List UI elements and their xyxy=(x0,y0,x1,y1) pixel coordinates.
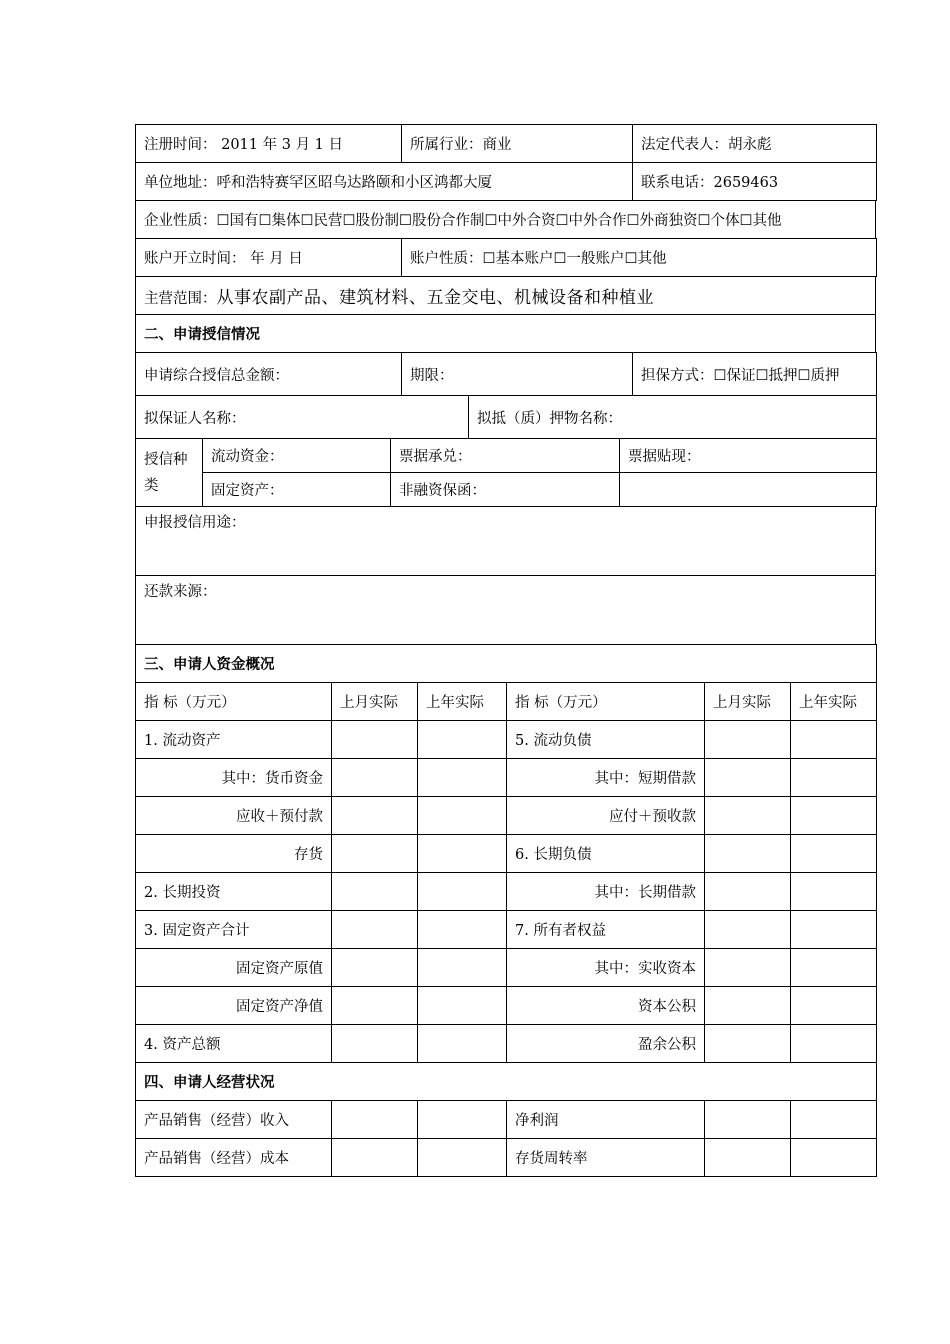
financial-table xyxy=(135,644,877,1177)
value-cell xyxy=(332,911,418,949)
section2-title-table xyxy=(135,314,876,353)
credit-term: 期限： xyxy=(402,353,633,396)
value-cell xyxy=(791,1025,877,1063)
non-financing-guarantee: 非融资保函： xyxy=(391,473,620,507)
table-row xyxy=(136,873,877,911)
row-label-left: 其中：货币资金 xyxy=(136,759,332,797)
value-cell xyxy=(705,835,791,873)
row-label-left: 2. 长期投资 xyxy=(136,873,332,911)
value-cell xyxy=(791,835,877,873)
value-cell xyxy=(332,873,418,911)
row-label-left: 产品销售（经营）成本 xyxy=(136,1139,332,1177)
account-type: 账户性质：☐基本账户☐一般账户☐其他 xyxy=(402,239,877,277)
value-cell xyxy=(705,987,791,1025)
basic-info-table xyxy=(135,124,877,163)
value-cell xyxy=(705,1101,791,1139)
value-cell xyxy=(332,1101,418,1139)
table-row xyxy=(136,1139,877,1177)
row-label-right: 5. 流动负债 xyxy=(507,721,705,759)
header-last-year-right: 上年实际 xyxy=(791,683,877,721)
value-cell xyxy=(791,797,877,835)
value-cell xyxy=(418,1139,507,1177)
row-label-right: 6. 长期负债 xyxy=(507,835,705,873)
row-label-right: 应付＋预收款 xyxy=(507,797,705,835)
scope-table xyxy=(135,276,876,315)
enterprise-nature: 企业性质：☐国有☐集体☐民营☐股份制☐股份合作制☐中外合资☐中外合作☐外商独资☐个体☐其他 xyxy=(136,201,876,239)
value-cell xyxy=(332,987,418,1025)
working-capital: 流动资金： xyxy=(203,439,391,473)
value-cell xyxy=(705,1025,791,1063)
value-cell xyxy=(705,911,791,949)
value-cell xyxy=(791,949,877,987)
row-label-right: 其中：长期借款 xyxy=(507,873,705,911)
legal-representative: 法定代表人：胡永彪 xyxy=(633,125,877,163)
value-cell xyxy=(791,721,877,759)
value-cell xyxy=(791,911,877,949)
contact-phone: 联系电话：2659463 xyxy=(633,163,877,201)
credit-amount-table xyxy=(135,352,877,396)
value-cell xyxy=(332,1025,418,1063)
guarantor-name: 拟保证人名称： xyxy=(136,396,469,439)
row-label-left: 存货 xyxy=(136,835,332,873)
collateral-name: 拟抵（质）押物名称： xyxy=(469,396,877,439)
value-cell xyxy=(332,949,418,987)
company-address: 单位地址：呼和浩特赛罕区昭乌达路颐和小区鸿都大厦 xyxy=(136,163,633,201)
table-row xyxy=(136,797,877,835)
row-label-right: 净利润 xyxy=(507,1101,705,1139)
address-table xyxy=(135,162,877,201)
account-table xyxy=(135,238,877,277)
industry: 所属行业：商业 xyxy=(402,125,633,163)
value-cell xyxy=(791,1139,877,1177)
row-label-right: 其中：实收资本 xyxy=(507,949,705,987)
value-cell xyxy=(791,987,877,1025)
section4-title: 四、申请人经营状况 xyxy=(136,1063,877,1101)
application-form xyxy=(135,124,876,1177)
table-row xyxy=(136,835,877,873)
header-indicator-right: 指 标（万元） xyxy=(507,683,705,721)
value-cell xyxy=(705,873,791,911)
row-label-right: 存货周转率 xyxy=(507,1139,705,1177)
purpose-table xyxy=(135,506,876,645)
section2-title: 二、申请授信情况 xyxy=(136,315,876,353)
value-cell xyxy=(418,987,507,1025)
value-cell xyxy=(418,759,507,797)
registration-time: 注册时间： 2011 年 3 月 1 日 xyxy=(136,125,402,163)
table-row xyxy=(136,1025,877,1063)
value-cell xyxy=(418,797,507,835)
value-cell xyxy=(418,721,507,759)
value-cell xyxy=(791,759,877,797)
row-label-left: 4. 资产总额 xyxy=(136,1025,332,1063)
header-indicator-left: 指 标（万元） xyxy=(136,683,332,721)
business-scope-label: 主营范围： xyxy=(144,291,217,307)
value-cell xyxy=(791,873,877,911)
table-row xyxy=(136,1101,877,1139)
credit-type-table xyxy=(135,438,877,507)
row-label-left: 1. 流动资产 xyxy=(136,721,332,759)
value-cell xyxy=(705,949,791,987)
row-label-left: 产品销售（经营）收入 xyxy=(136,1101,332,1139)
table-row xyxy=(136,721,877,759)
section3-title: 三、申请人资金概况 xyxy=(136,645,877,683)
table-row xyxy=(136,949,877,987)
value-cell xyxy=(332,835,418,873)
row-label-right: 资本公积 xyxy=(507,987,705,1025)
value-cell xyxy=(418,835,507,873)
credit-type-label: 授信种类 xyxy=(136,439,203,507)
value-cell xyxy=(705,759,791,797)
total-credit-amount: 申请综合授信总金额： xyxy=(136,353,402,396)
header-last-month-left: 上月实际 xyxy=(332,683,418,721)
bill-discount: 票据贴现： xyxy=(620,439,877,473)
repayment-source: 还款来源： xyxy=(136,576,876,645)
guarantee-method: 担保方式：☐保证☐抵押☐质押 xyxy=(633,353,877,396)
row-label-right: 其中：短期借款 xyxy=(507,759,705,797)
value-cell xyxy=(791,1101,877,1139)
credit-purpose: 申报授信用途： xyxy=(136,507,876,576)
row-label-right: 7. 所有者权益 xyxy=(507,911,705,949)
header-last-year-left: 上年实际 xyxy=(418,683,507,721)
header-last-month-right: 上月实际 xyxy=(705,683,791,721)
table-row xyxy=(136,759,877,797)
table-row xyxy=(136,911,877,949)
value-cell xyxy=(705,1139,791,1177)
row-label-left: 固定资产原值 xyxy=(136,949,332,987)
value-cell xyxy=(418,873,507,911)
value-cell xyxy=(332,721,418,759)
business-scope-value: 从事农副产品、建筑材料、五金交电、机械设备和种植业 xyxy=(216,288,654,308)
nature-table xyxy=(135,200,876,239)
table-row xyxy=(136,987,877,1025)
row-label-right: 盈余公积 xyxy=(507,1025,705,1063)
value-cell xyxy=(332,797,418,835)
value-cell xyxy=(418,911,507,949)
value-cell xyxy=(418,949,507,987)
guarantor-table xyxy=(135,395,877,439)
value-cell xyxy=(418,1025,507,1063)
value-cell xyxy=(332,759,418,797)
fixed-assets-credit: 固定资产： xyxy=(203,473,391,507)
row-label-left: 3. 固定资产合计 xyxy=(136,911,332,949)
value-cell xyxy=(332,1139,418,1177)
account-open-time: 账户开立时间： 年 月 日 xyxy=(136,239,402,277)
value-cell xyxy=(418,1101,507,1139)
value-cell xyxy=(705,797,791,835)
empty-cell xyxy=(620,473,877,507)
bill-acceptance: 票据承兑： xyxy=(391,439,620,473)
business-scope xyxy=(136,277,876,315)
value-cell xyxy=(705,721,791,759)
row-label-left: 固定资产净值 xyxy=(136,987,332,1025)
row-label-left: 应收＋预付款 xyxy=(136,797,332,835)
